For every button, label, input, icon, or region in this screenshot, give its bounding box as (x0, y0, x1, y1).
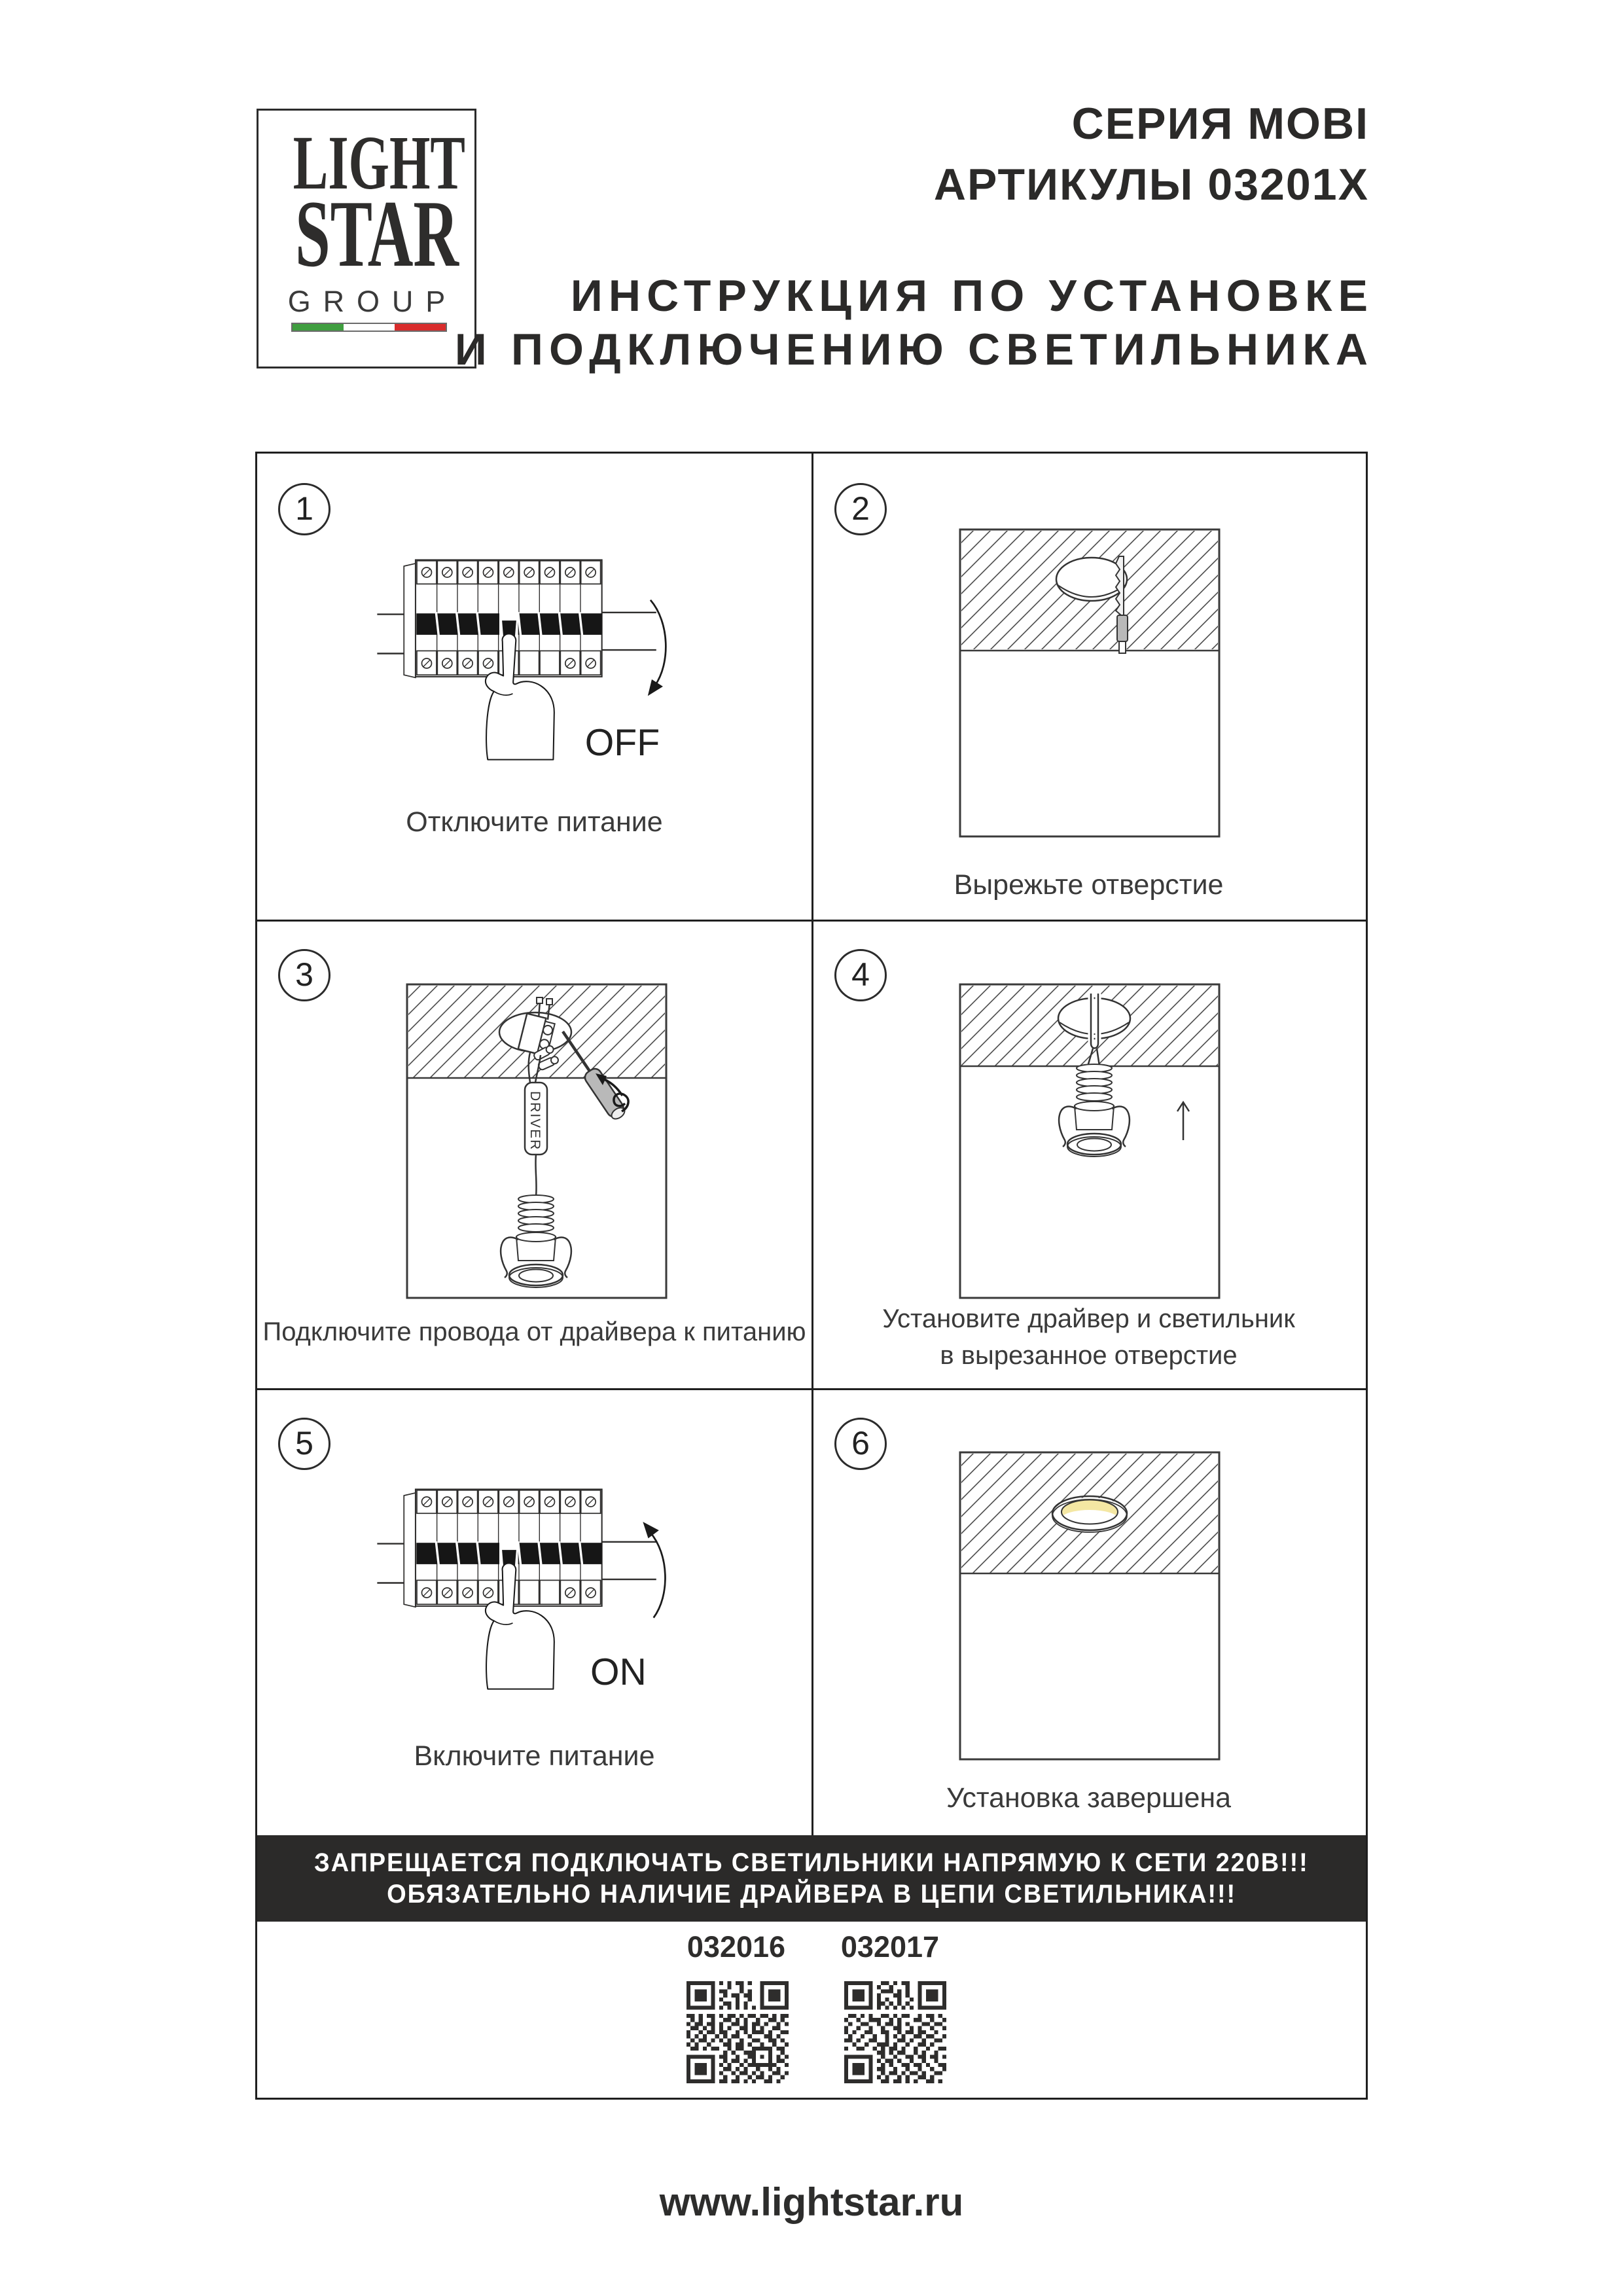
warning-banner (257, 1835, 1366, 1922)
article-title: АРТИКУЛЫ 03201X (933, 160, 1370, 209)
saw-handle (1117, 615, 1128, 641)
step-6-caption: Установка завершена (946, 1782, 1232, 1814)
instruction-title-line2: И ПОДКЛЮЧЕНИЮ СВЕТИЛЬНИКА (454, 325, 1374, 374)
instruction-table (255, 452, 1368, 2100)
step-3-number: 3 (295, 956, 313, 993)
flag-white-stripe (344, 324, 395, 331)
logo-star-text: STAR (295, 181, 459, 287)
step-2-caption: Вырежьте отверстие (954, 869, 1224, 901)
series-title: СЕРИЯ MOBI (1071, 99, 1370, 149)
lightstar-logo (257, 109, 476, 368)
warning-line2: ОБЯЗАТЕЛЬНО НАЛИЧИЕ ДРАЙВЕРА В ЦЕПИ СВЕТИЛЬНИКА!!! (387, 1880, 1236, 1909)
flag-red-stripe (395, 324, 446, 331)
install-fixture-illustration (959, 983, 1221, 1299)
ceiling-hole (1058, 998, 1130, 1039)
italian-flag-icon (291, 323, 447, 332)
logo-group-text: GROUP (287, 285, 458, 318)
power-on-breaker-illustration (376, 1476, 684, 1690)
website-url: www.lightstar.ru (659, 2180, 964, 2224)
step-3-number-badge (278, 949, 330, 1001)
qr-label-032017: 032017 (840, 1930, 940, 1964)
power-on-label: ON (590, 1651, 647, 1690)
qr-code-032017 (844, 1981, 946, 2083)
step-1-number: 1 (295, 490, 313, 527)
step-1-caption: Отключите питание (406, 806, 663, 838)
row-divider-1 (257, 920, 1366, 922)
step-5-number-badge (278, 1418, 330, 1470)
step-1-number-badge (278, 483, 330, 535)
power-off-label: OFF (584, 721, 660, 761)
driver-wiring-illustration (406, 983, 668, 1299)
step-4-number: 4 (851, 956, 870, 993)
step-6-number-badge (834, 1418, 887, 1470)
warning-line1: ЗАПРЕЩАЕТСЯ ПОДКЛЮЧАТЬ СВЕТИЛЬНИКИ НАПРЯМУЮ К СЕТИ 220В!!! (314, 1848, 1309, 1877)
installation-complete-illustration (959, 1451, 1221, 1761)
flag-green-stripe (293, 324, 344, 331)
qr-label-032016: 032016 (687, 1930, 786, 1964)
driver-label: DRIVER (527, 1091, 543, 1151)
cut-hole-illustration (959, 528, 1221, 838)
arrow-up-icon (650, 1532, 665, 1618)
logo-light-text: LIGHT (293, 120, 465, 206)
step-4-number-badge (834, 949, 887, 1001)
qr-code-032016 (687, 1981, 789, 2083)
step-3-caption: Подключите провода от драйвера к питанию (262, 1318, 806, 1346)
step-4-caption-line2: в вырезанное отверстие (940, 1341, 1238, 1370)
step-5-number: 5 (295, 1425, 313, 1462)
instruction-title-line1: ИНСТРУКЦИЯ ПО УСТАНОВКЕ (570, 271, 1374, 321)
step-5-caption: Включите питание (414, 1740, 655, 1772)
power-off-breaker-illustration (376, 547, 684, 761)
column-divider (812, 454, 813, 1835)
step-6-number: 6 (851, 1425, 870, 1462)
step-2-number: 2 (851, 490, 870, 527)
step-4-caption-line1: Установите драйвер и светильник (882, 1304, 1295, 1333)
step-2-number-badge (834, 483, 887, 535)
row-divider-2 (257, 1388, 1366, 1390)
